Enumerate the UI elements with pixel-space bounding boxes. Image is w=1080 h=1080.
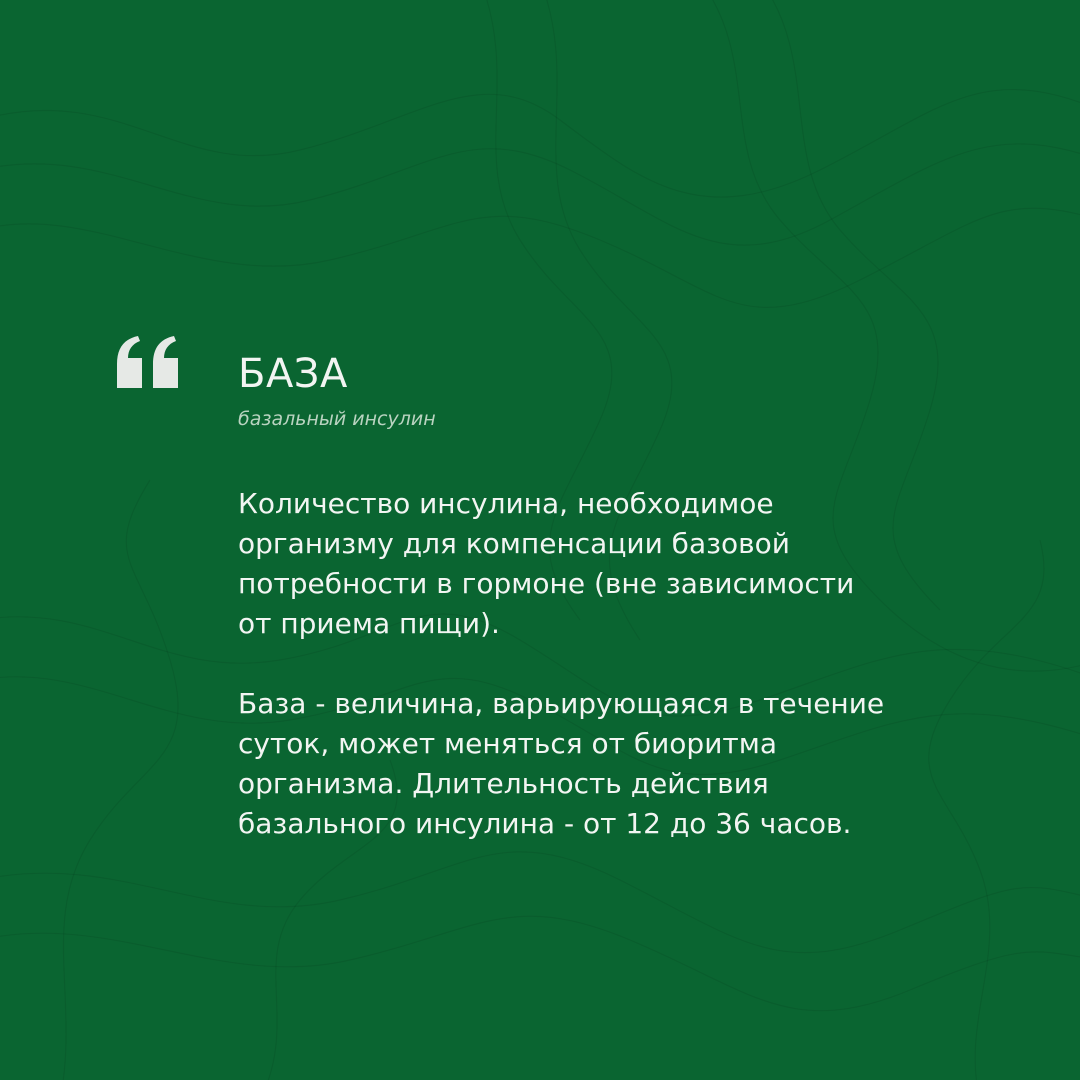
card-title: БАЗА: [238, 351, 348, 397]
detail-paragraph: База - величина, варьирующаяся в течение суток, может меняться от биоритма организма. Длительность действия базального инсулина - от 12 до 36 часов.: [238, 687, 885, 840]
quotation-mark-icon: [114, 334, 184, 390]
definition-paragraph: Количество инсулина, необходимое организму для компенсации базовой потребности в гормоне (вне зависимости от приема пищи).: [238, 487, 855, 640]
definition-card: [238, 348, 958, 844]
card-subtitle: базальный инсулин: [238, 408, 436, 430]
